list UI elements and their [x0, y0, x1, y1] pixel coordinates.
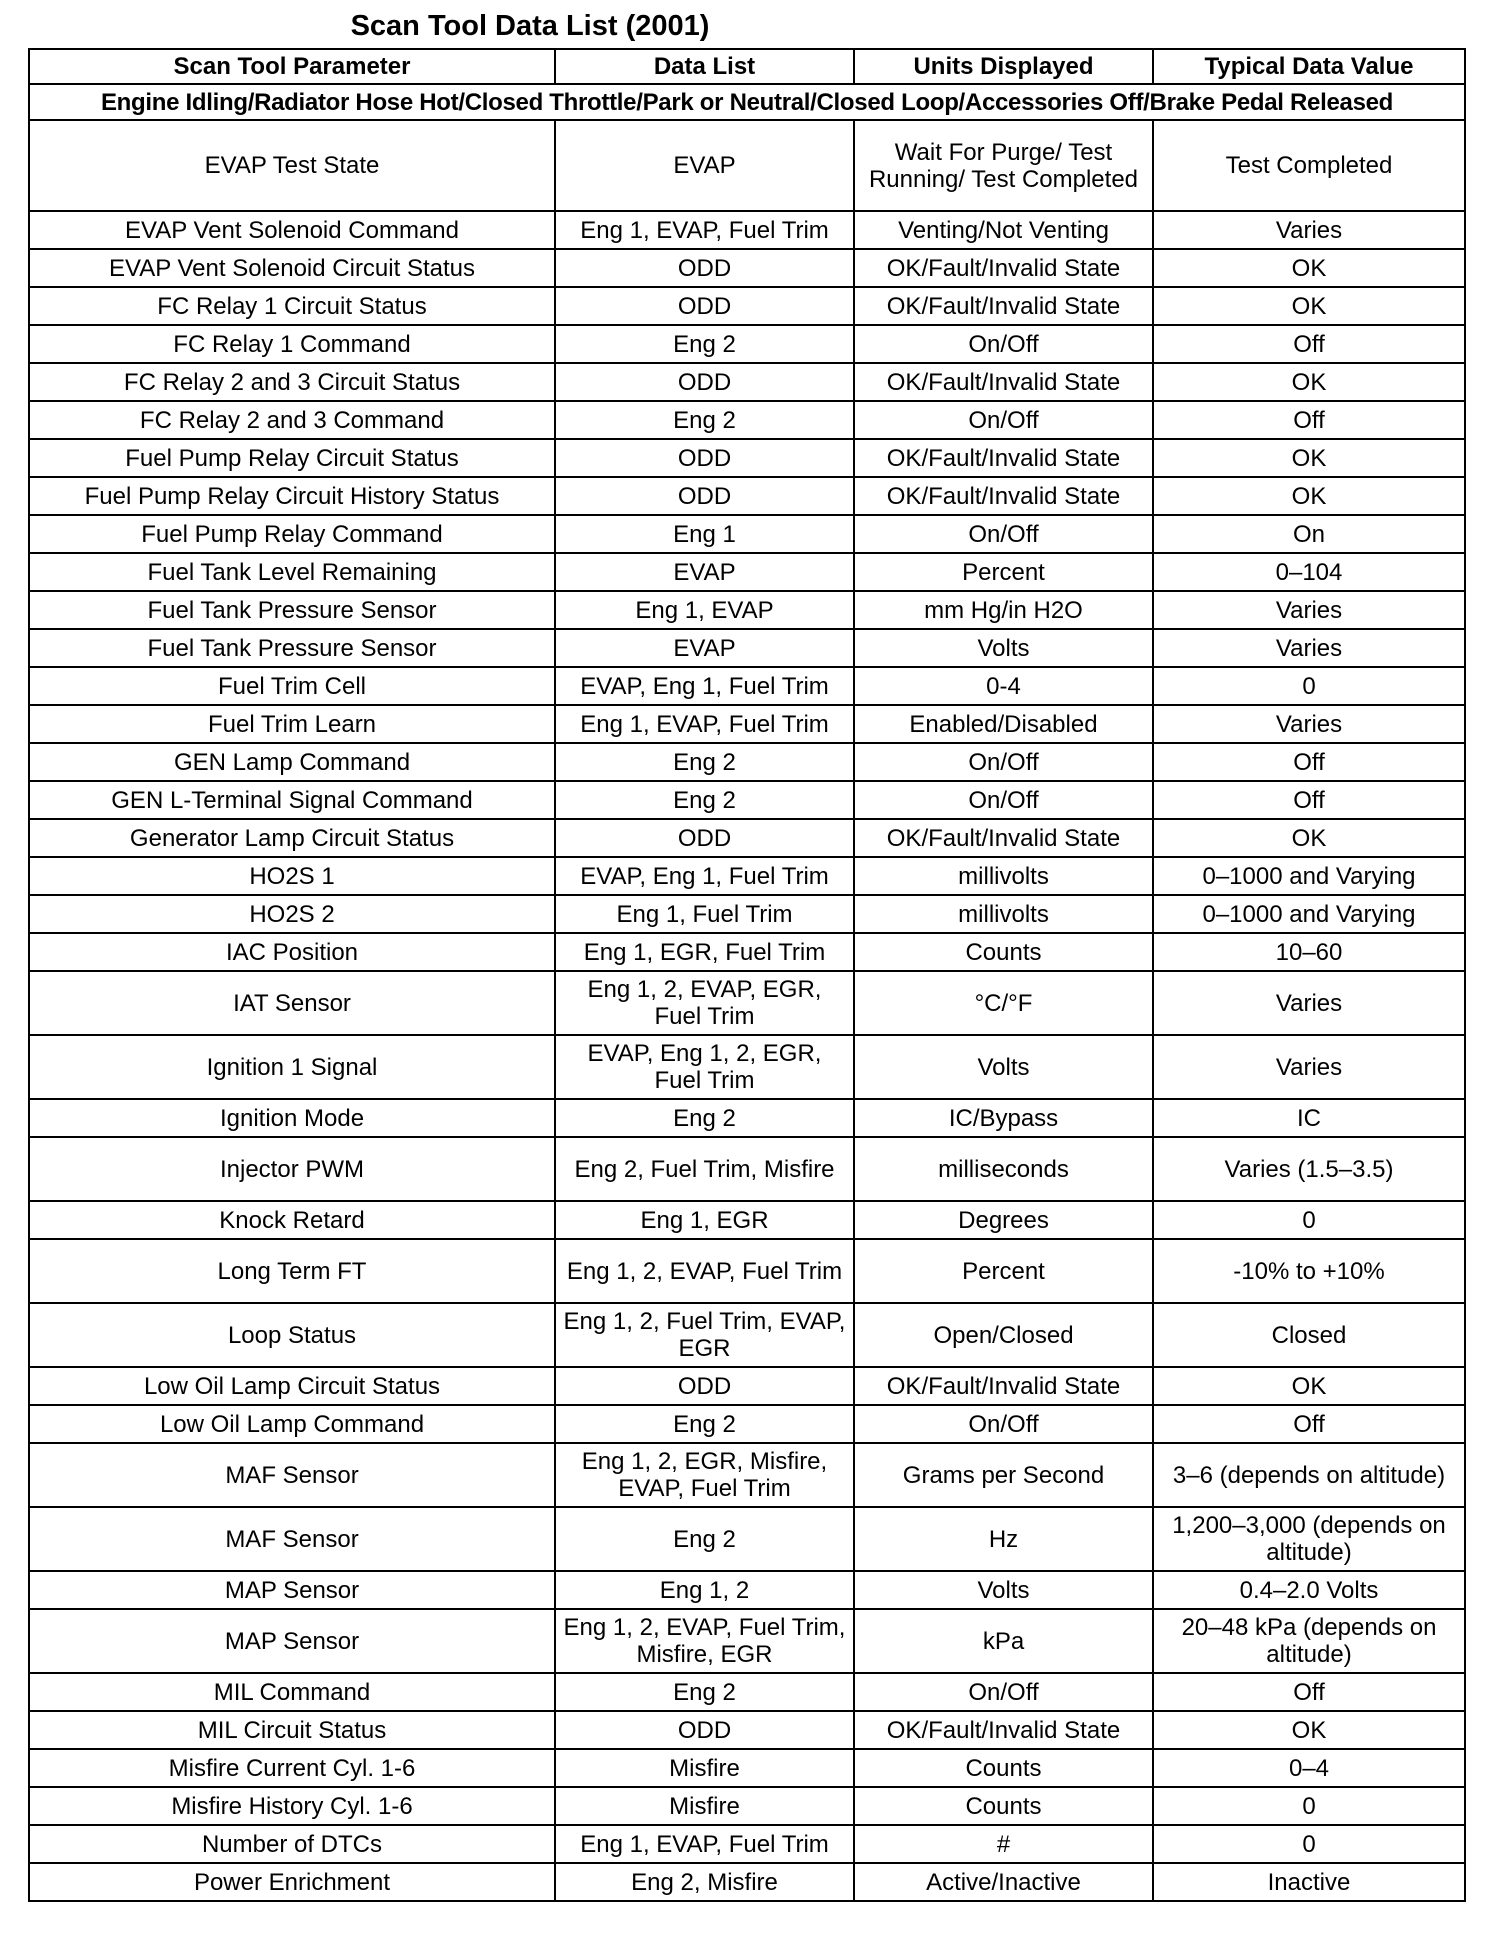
cell-typical-value: Inactive	[1153, 1863, 1465, 1901]
cell-parameter: Ignition Mode	[29, 1099, 555, 1137]
cell-typical-value: 10–60	[1153, 933, 1465, 971]
cell-typical-value: OK	[1153, 439, 1465, 477]
table-row	[29, 1443, 1465, 1507]
cell-data-list: Eng 2	[555, 1673, 854, 1711]
cell-units: Active/Inactive	[854, 1863, 1153, 1901]
cell-data-list: Eng 1, EVAP	[555, 591, 854, 629]
cell-data-list: Eng 2	[555, 1405, 854, 1443]
table-row	[29, 553, 1465, 591]
cell-typical-value: Off	[1153, 1673, 1465, 1711]
cell-data-list: ODD	[555, 287, 854, 325]
cell-parameter: EVAP Vent Solenoid Command	[29, 211, 555, 249]
cell-parameter: Generator Lamp Circuit Status	[29, 819, 555, 857]
column-header-data-list: Data List	[555, 49, 854, 84]
cell-parameter: HO2S 2	[29, 895, 555, 933]
cell-parameter: MAP Sensor	[29, 1609, 555, 1673]
table-body	[29, 120, 1465, 1901]
table-row	[29, 515, 1465, 553]
cell-parameter: Misfire History Cyl. 1-6	[29, 1787, 555, 1825]
table-row	[29, 1673, 1465, 1711]
table-row	[29, 1303, 1465, 1367]
cell-units: Percent	[854, 553, 1153, 591]
table-row	[29, 249, 1465, 287]
cell-data-list: Eng 1, EVAP, Fuel Trim	[555, 1825, 854, 1863]
cell-typical-value: Closed	[1153, 1303, 1465, 1367]
cell-typical-value: Varies	[1153, 1035, 1465, 1099]
cell-data-list: EVAP	[555, 120, 854, 211]
cell-typical-value: OK	[1153, 287, 1465, 325]
table-row	[29, 325, 1465, 363]
cell-data-list: Eng 2	[555, 781, 854, 819]
cell-units: #	[854, 1825, 1153, 1863]
table-row	[29, 819, 1465, 857]
cell-units: Grams per Second	[854, 1443, 1153, 1507]
cell-units: Open/Closed	[854, 1303, 1153, 1367]
cell-data-list: Eng 2	[555, 401, 854, 439]
cell-data-list: ODD	[555, 477, 854, 515]
cell-data-list: ODD	[555, 1711, 854, 1749]
column-header-typical-value: Typical Data Value	[1153, 49, 1465, 84]
cell-parameter: Ignition 1 Signal	[29, 1035, 555, 1099]
cell-parameter: MIL Circuit Status	[29, 1711, 555, 1749]
cell-units: On/Off	[854, 743, 1153, 781]
table-row	[29, 1137, 1465, 1201]
cell-parameter: HO2S 1	[29, 857, 555, 895]
cell-data-list: Eng 1, 2, EGR, Misfire, EVAP, Fuel Trim	[555, 1443, 854, 1507]
cell-data-list: ODD	[555, 819, 854, 857]
cell-typical-value: Off	[1153, 781, 1465, 819]
cell-units: millivolts	[854, 857, 1153, 895]
cell-parameter: Long Term FT	[29, 1239, 555, 1303]
cell-parameter: Fuel Trim Learn	[29, 705, 555, 743]
table-row	[29, 120, 1465, 211]
table-row	[29, 667, 1465, 705]
cell-typical-value: Varies (1.5–3.5)	[1153, 1137, 1465, 1201]
cell-typical-value: 0–104	[1153, 553, 1465, 591]
cell-data-list: ODD	[555, 249, 854, 287]
table-row	[29, 1825, 1465, 1863]
cell-data-list: Eng 1, 2	[555, 1571, 854, 1609]
cell-typical-value: OK	[1153, 363, 1465, 401]
cell-data-list: EVAP, Eng 1, 2, EGR, Fuel Trim	[555, 1035, 854, 1099]
cell-parameter: FC Relay 1 Circuit Status	[29, 287, 555, 325]
cell-units: OK/Fault/Invalid State	[854, 477, 1153, 515]
cell-data-list: Eng 1, EVAP, Fuel Trim	[555, 705, 854, 743]
table-row	[29, 743, 1465, 781]
table-row	[29, 1571, 1465, 1609]
cell-units: On/Off	[854, 1673, 1153, 1711]
cell-units: OK/Fault/Invalid State	[854, 1367, 1153, 1405]
table-row	[29, 1711, 1465, 1749]
table-row	[29, 857, 1465, 895]
cell-data-list: ODD	[555, 363, 854, 401]
cell-parameter: FC Relay 1 Command	[29, 325, 555, 363]
cell-typical-value: Test Completed	[1153, 120, 1465, 211]
cell-parameter: Low Oil Lamp Command	[29, 1405, 555, 1443]
cell-units: Volts	[854, 1035, 1153, 1099]
cell-units: milliseconds	[854, 1137, 1153, 1201]
table-row	[29, 287, 1465, 325]
cell-parameter: MIL Command	[29, 1673, 555, 1711]
cell-data-list: Eng 2, Misfire	[555, 1863, 854, 1901]
cell-data-list: Eng 1, 2, EVAP, Fuel Trim, Misfire, EGR	[555, 1609, 854, 1673]
cell-units: millivolts	[854, 895, 1153, 933]
cell-data-list: EVAP, Eng 1, Fuel Trim	[555, 857, 854, 895]
cell-units: Counts	[854, 1787, 1153, 1825]
table-row	[29, 1749, 1465, 1787]
cell-units: Enabled/Disabled	[854, 705, 1153, 743]
cell-units: 0-4	[854, 667, 1153, 705]
cell-parameter: IAT Sensor	[29, 971, 555, 1035]
table-row	[29, 971, 1465, 1035]
table-row	[29, 211, 1465, 249]
table-row	[29, 1239, 1465, 1303]
cell-data-list: Eng 2	[555, 1099, 854, 1137]
cell-units: Hz	[854, 1507, 1153, 1571]
cell-units: On/Off	[854, 325, 1153, 363]
cell-typical-value: OK	[1153, 1711, 1465, 1749]
cell-units: Counts	[854, 933, 1153, 971]
cell-data-list: Eng 1, Fuel Trim	[555, 895, 854, 933]
cell-typical-value: Off	[1153, 401, 1465, 439]
cell-typical-value: 0–1000 and Varying	[1153, 857, 1465, 895]
document-title: Scan Tool Data List (2001)	[350, 10, 710, 42]
cell-typical-value: 0	[1153, 667, 1465, 705]
cell-parameter: MAP Sensor	[29, 1571, 555, 1609]
cell-data-list: ODD	[555, 1367, 854, 1405]
cell-units: OK/Fault/Invalid State	[854, 819, 1153, 857]
cell-typical-value: Off	[1153, 743, 1465, 781]
cell-typical-value: -10% to +10%	[1153, 1239, 1465, 1303]
cell-typical-value: 20–48 kPa (depends on altitude)	[1153, 1609, 1465, 1673]
cell-data-list: Eng 1, EGR	[555, 1201, 854, 1239]
cell-typical-value: Varies	[1153, 591, 1465, 629]
table-row	[29, 895, 1465, 933]
cell-typical-value: 0–4	[1153, 1749, 1465, 1787]
cell-parameter: Injector PWM	[29, 1137, 555, 1201]
cell-parameter: Fuel Tank Pressure Sensor	[29, 629, 555, 667]
cell-units: OK/Fault/Invalid State	[854, 287, 1153, 325]
cell-data-list: Misfire	[555, 1787, 854, 1825]
cell-units: OK/Fault/Invalid State	[854, 439, 1153, 477]
cell-typical-value: Varies	[1153, 971, 1465, 1035]
cell-parameter: Number of DTCs	[29, 1825, 555, 1863]
cell-parameter: FC Relay 2 and 3 Command	[29, 401, 555, 439]
cell-typical-value: Varies	[1153, 629, 1465, 667]
cell-units: Volts	[854, 1571, 1153, 1609]
cell-parameter: EVAP Test State	[29, 120, 555, 211]
cell-units: Wait For Purge/ Test Running/ Test Completed	[854, 120, 1153, 211]
cell-units: IC/Bypass	[854, 1099, 1153, 1137]
cell-parameter: MAF Sensor	[29, 1507, 555, 1571]
cell-units: OK/Fault/Invalid State	[854, 363, 1153, 401]
cell-units: Degrees	[854, 1201, 1153, 1239]
cell-data-list: Eng 1, 2, EVAP, Fuel Trim	[555, 1239, 854, 1303]
cell-units: Venting/Not Venting	[854, 211, 1153, 249]
cell-data-list: EVAP	[555, 629, 854, 667]
cell-units: On/Off	[854, 401, 1153, 439]
cell-parameter: Loop Status	[29, 1303, 555, 1367]
cell-parameter: Low Oil Lamp Circuit Status	[29, 1367, 555, 1405]
cell-typical-value: Varies	[1153, 705, 1465, 743]
cell-data-list: Eng 1	[555, 515, 854, 553]
table-row	[29, 1099, 1465, 1137]
cell-typical-value: 0	[1153, 1825, 1465, 1863]
table-row	[29, 781, 1465, 819]
cell-data-list: EVAP, Eng 1, Fuel Trim	[555, 667, 854, 705]
cell-typical-value: OK	[1153, 819, 1465, 857]
cell-typical-value: 0	[1153, 1787, 1465, 1825]
cell-units: Volts	[854, 629, 1153, 667]
cell-units: kPa	[854, 1609, 1153, 1673]
cell-parameter: GEN Lamp Command	[29, 743, 555, 781]
table-row	[29, 401, 1465, 439]
cell-data-list: Eng 1, 2, Fuel Trim, EVAP, EGR	[555, 1303, 854, 1367]
cell-typical-value: Off	[1153, 325, 1465, 363]
cell-parameter: Fuel Tank Level Remaining	[29, 553, 555, 591]
cell-typical-value: OK	[1153, 249, 1465, 287]
table-row	[29, 477, 1465, 515]
cell-units: Percent	[854, 1239, 1153, 1303]
column-header-units: Units Displayed	[854, 49, 1153, 84]
header-row	[29, 49, 1465, 84]
cell-parameter: Power Enrichment	[29, 1863, 555, 1901]
cell-parameter: Knock Retard	[29, 1201, 555, 1239]
table-row	[29, 1609, 1465, 1673]
cell-typical-value: Varies	[1153, 211, 1465, 249]
table-row	[29, 1863, 1465, 1901]
cell-units: On/Off	[854, 1405, 1153, 1443]
cell-data-list: Eng 2, Fuel Trim, Misfire	[555, 1137, 854, 1201]
cell-data-list: Eng 2	[555, 743, 854, 781]
cell-parameter: Fuel Tank Pressure Sensor	[29, 591, 555, 629]
table-row	[29, 1405, 1465, 1443]
table-row	[29, 933, 1465, 971]
cell-parameter: Fuel Trim Cell	[29, 667, 555, 705]
cell-typical-value: 1,200–3,000 (depends on altitude)	[1153, 1507, 1465, 1571]
cell-parameter: EVAP Vent Solenoid Circuit Status	[29, 249, 555, 287]
cell-typical-value: OK	[1153, 1367, 1465, 1405]
cell-units: OK/Fault/Invalid State	[854, 249, 1153, 287]
table-row	[29, 1035, 1465, 1099]
cell-units: mm Hg/in H2O	[854, 591, 1153, 629]
cell-data-list: EVAP	[555, 553, 854, 591]
table-row	[29, 363, 1465, 401]
cell-parameter: MAF Sensor	[29, 1443, 555, 1507]
cell-units: On/Off	[854, 515, 1153, 553]
cell-typical-value: On	[1153, 515, 1465, 553]
cell-typical-value: IC	[1153, 1099, 1465, 1137]
table-row	[29, 629, 1465, 667]
table-row	[29, 591, 1465, 629]
cell-parameter: Fuel Pump Relay Circuit History Status	[29, 477, 555, 515]
cell-parameter: FC Relay 2 and 3 Circuit Status	[29, 363, 555, 401]
cell-units: Counts	[854, 1749, 1153, 1787]
cell-typical-value: 0	[1153, 1201, 1465, 1239]
cell-typical-value: 0–1000 and Varying	[1153, 895, 1465, 933]
cell-data-list: Eng 1, EGR, Fuel Trim	[555, 933, 854, 971]
cell-units: OK/Fault/Invalid State	[854, 1711, 1153, 1749]
scan-tool-data-table	[28, 48, 1466, 1902]
cell-units: °C/°F	[854, 971, 1153, 1035]
cell-typical-value: 3–6 (depends on altitude)	[1153, 1443, 1465, 1507]
cell-parameter: Fuel Pump Relay Circuit Status	[29, 439, 555, 477]
cell-data-list: Eng 1, 2, EVAP, EGR, Fuel Trim	[555, 971, 854, 1035]
cell-parameter: Misfire Current Cyl. 1-6	[29, 1749, 555, 1787]
table-row	[29, 1201, 1465, 1239]
column-header-parameter: Scan Tool Parameter	[29, 49, 555, 84]
table-row	[29, 1507, 1465, 1571]
table-row	[29, 1787, 1465, 1825]
cell-data-list: Eng 1, EVAP, Fuel Trim	[555, 211, 854, 249]
table-row	[29, 705, 1465, 743]
cell-typical-value: Off	[1153, 1405, 1465, 1443]
cell-units: On/Off	[854, 781, 1153, 819]
test-condition-row	[29, 84, 1465, 120]
cell-data-list: Eng 2	[555, 1507, 854, 1571]
cell-data-list: ODD	[555, 439, 854, 477]
table-row	[29, 1367, 1465, 1405]
test-condition: Engine Idling/Radiator Hose Hot/Closed Throttle/Park or Neutral/Closed Loop/Accessories Off/Brake Pedal Released	[29, 84, 1465, 120]
cell-typical-value: OK	[1153, 477, 1465, 515]
cell-parameter: Fuel Pump Relay Command	[29, 515, 555, 553]
cell-data-list: Misfire	[555, 1749, 854, 1787]
cell-data-list: Eng 2	[555, 325, 854, 363]
cell-typical-value: 0.4–2.0 Volts	[1153, 1571, 1465, 1609]
cell-parameter: GEN L-Terminal Signal Command	[29, 781, 555, 819]
cell-parameter: IAC Position	[29, 933, 555, 971]
table-row	[29, 439, 1465, 477]
